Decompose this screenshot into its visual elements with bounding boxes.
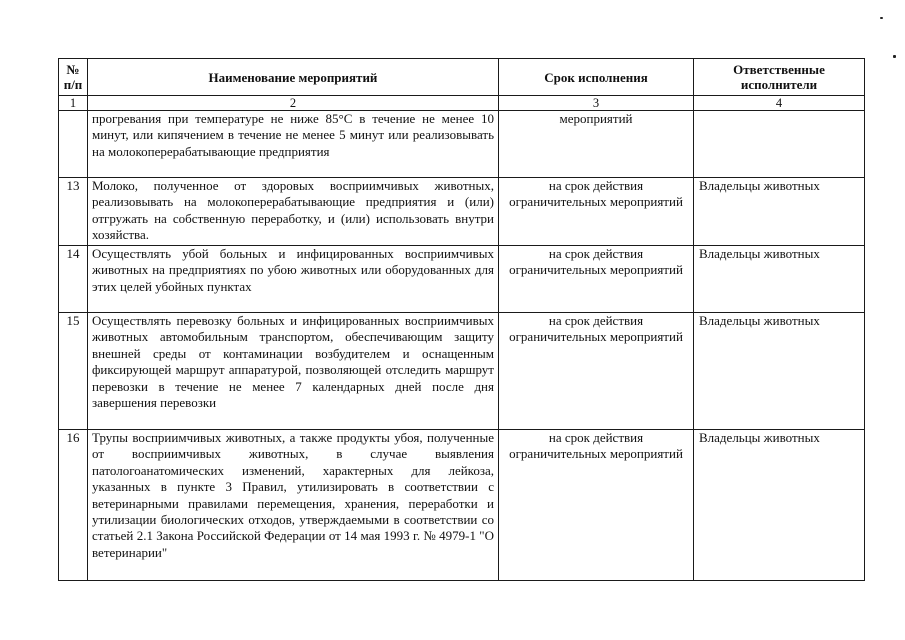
measure-term: на срок действия ограничительных мероприятий bbox=[499, 313, 694, 430]
header-term: Срок исполнения bbox=[499, 59, 694, 96]
column-index-cell: 4 bbox=[694, 96, 865, 111]
measure-term: на срок действия ограничительных мероприятий bbox=[499, 246, 694, 313]
measure-term: на срок действия ограничительных мероприятий bbox=[499, 430, 694, 581]
table-row bbox=[59, 313, 865, 430]
table-row bbox=[59, 111, 865, 178]
table-row bbox=[59, 430, 865, 581]
measure-term: на срок действия ограничительных мероприятий bbox=[499, 178, 694, 246]
row-number: 14 bbox=[59, 246, 88, 313]
measure-name: Молоко, полученное от здоровых восприимчивых животных, реализовывать на молокоперерабатывающие предприятия и (или) отгружать на собственную переработку, и (или) использовать внутри хозяйства. bbox=[88, 178, 499, 246]
scan-speck bbox=[880, 17, 883, 19]
row-number: 15 bbox=[59, 313, 88, 430]
column-index-row bbox=[59, 96, 865, 111]
measure-responsible bbox=[694, 111, 865, 178]
measure-name: прогревания при температуре не ниже 85°С в течение не менее 10 минут, или кипячением в течение не менее 5 минут или реализовывать на молокоперерабатывающие предприятия bbox=[88, 111, 499, 178]
table-row bbox=[59, 178, 865, 246]
header-resp: Ответственные исполнители bbox=[694, 59, 865, 96]
column-index-cell: 2 bbox=[88, 96, 499, 111]
measure-responsible: Владельцы животных bbox=[694, 430, 865, 581]
measure-responsible: Владельцы животных bbox=[694, 313, 865, 430]
header-num: № п/п bbox=[59, 59, 88, 96]
measure-responsible: Владельцы животных bbox=[694, 178, 865, 246]
row-number: 13 bbox=[59, 178, 88, 246]
header-name: Наименование мероприятий bbox=[88, 59, 499, 96]
row-number bbox=[59, 111, 88, 178]
measure-name: Трупы восприимчивых животных, а также продукты убоя, полученные от восприимчивых животных, в случае выявления патологоанатомических изменений, характерных для лейкоза, указанных в пункте 3 Правил, утилизировать в соответствии с ветеринарными правилами перемещения, хранения, переработки и утилизации биологических отходов, утверждаемыми в соответствии со статьей 2.1 Закона Российской Федерации от 14 мая 1993 г. № 4979-1 "О ветеринарии" bbox=[88, 430, 499, 581]
column-index-cell: 1 bbox=[59, 96, 88, 111]
measure-name: Осуществлять перевозку больных и инфицированных восприимчивых животных автомобильным транспортом, обеспечивающим защиту внешней среды от контаминации возбудителем и оснащенным фиксирующей маршрут аппаратурой, позволяющей отследить маршрут перевозки в течение не менее 7 календарных дней после дня завершения перевозки bbox=[88, 313, 499, 430]
row-number: 16 bbox=[59, 430, 88, 581]
scan-speck bbox=[893, 55, 896, 58]
measures-table bbox=[58, 58, 865, 581]
table-header-row bbox=[59, 59, 865, 96]
table-row bbox=[59, 246, 865, 313]
measure-term: мероприятий bbox=[499, 111, 694, 178]
column-index-cell: 3 bbox=[499, 96, 694, 111]
measure-name: Осуществлять убой больных и инфицированных восприимчивых животных на предприятиях по убою животных или оборудованных для этих целей убойных пунктах bbox=[88, 246, 499, 313]
measure-responsible: Владельцы животных bbox=[694, 246, 865, 313]
